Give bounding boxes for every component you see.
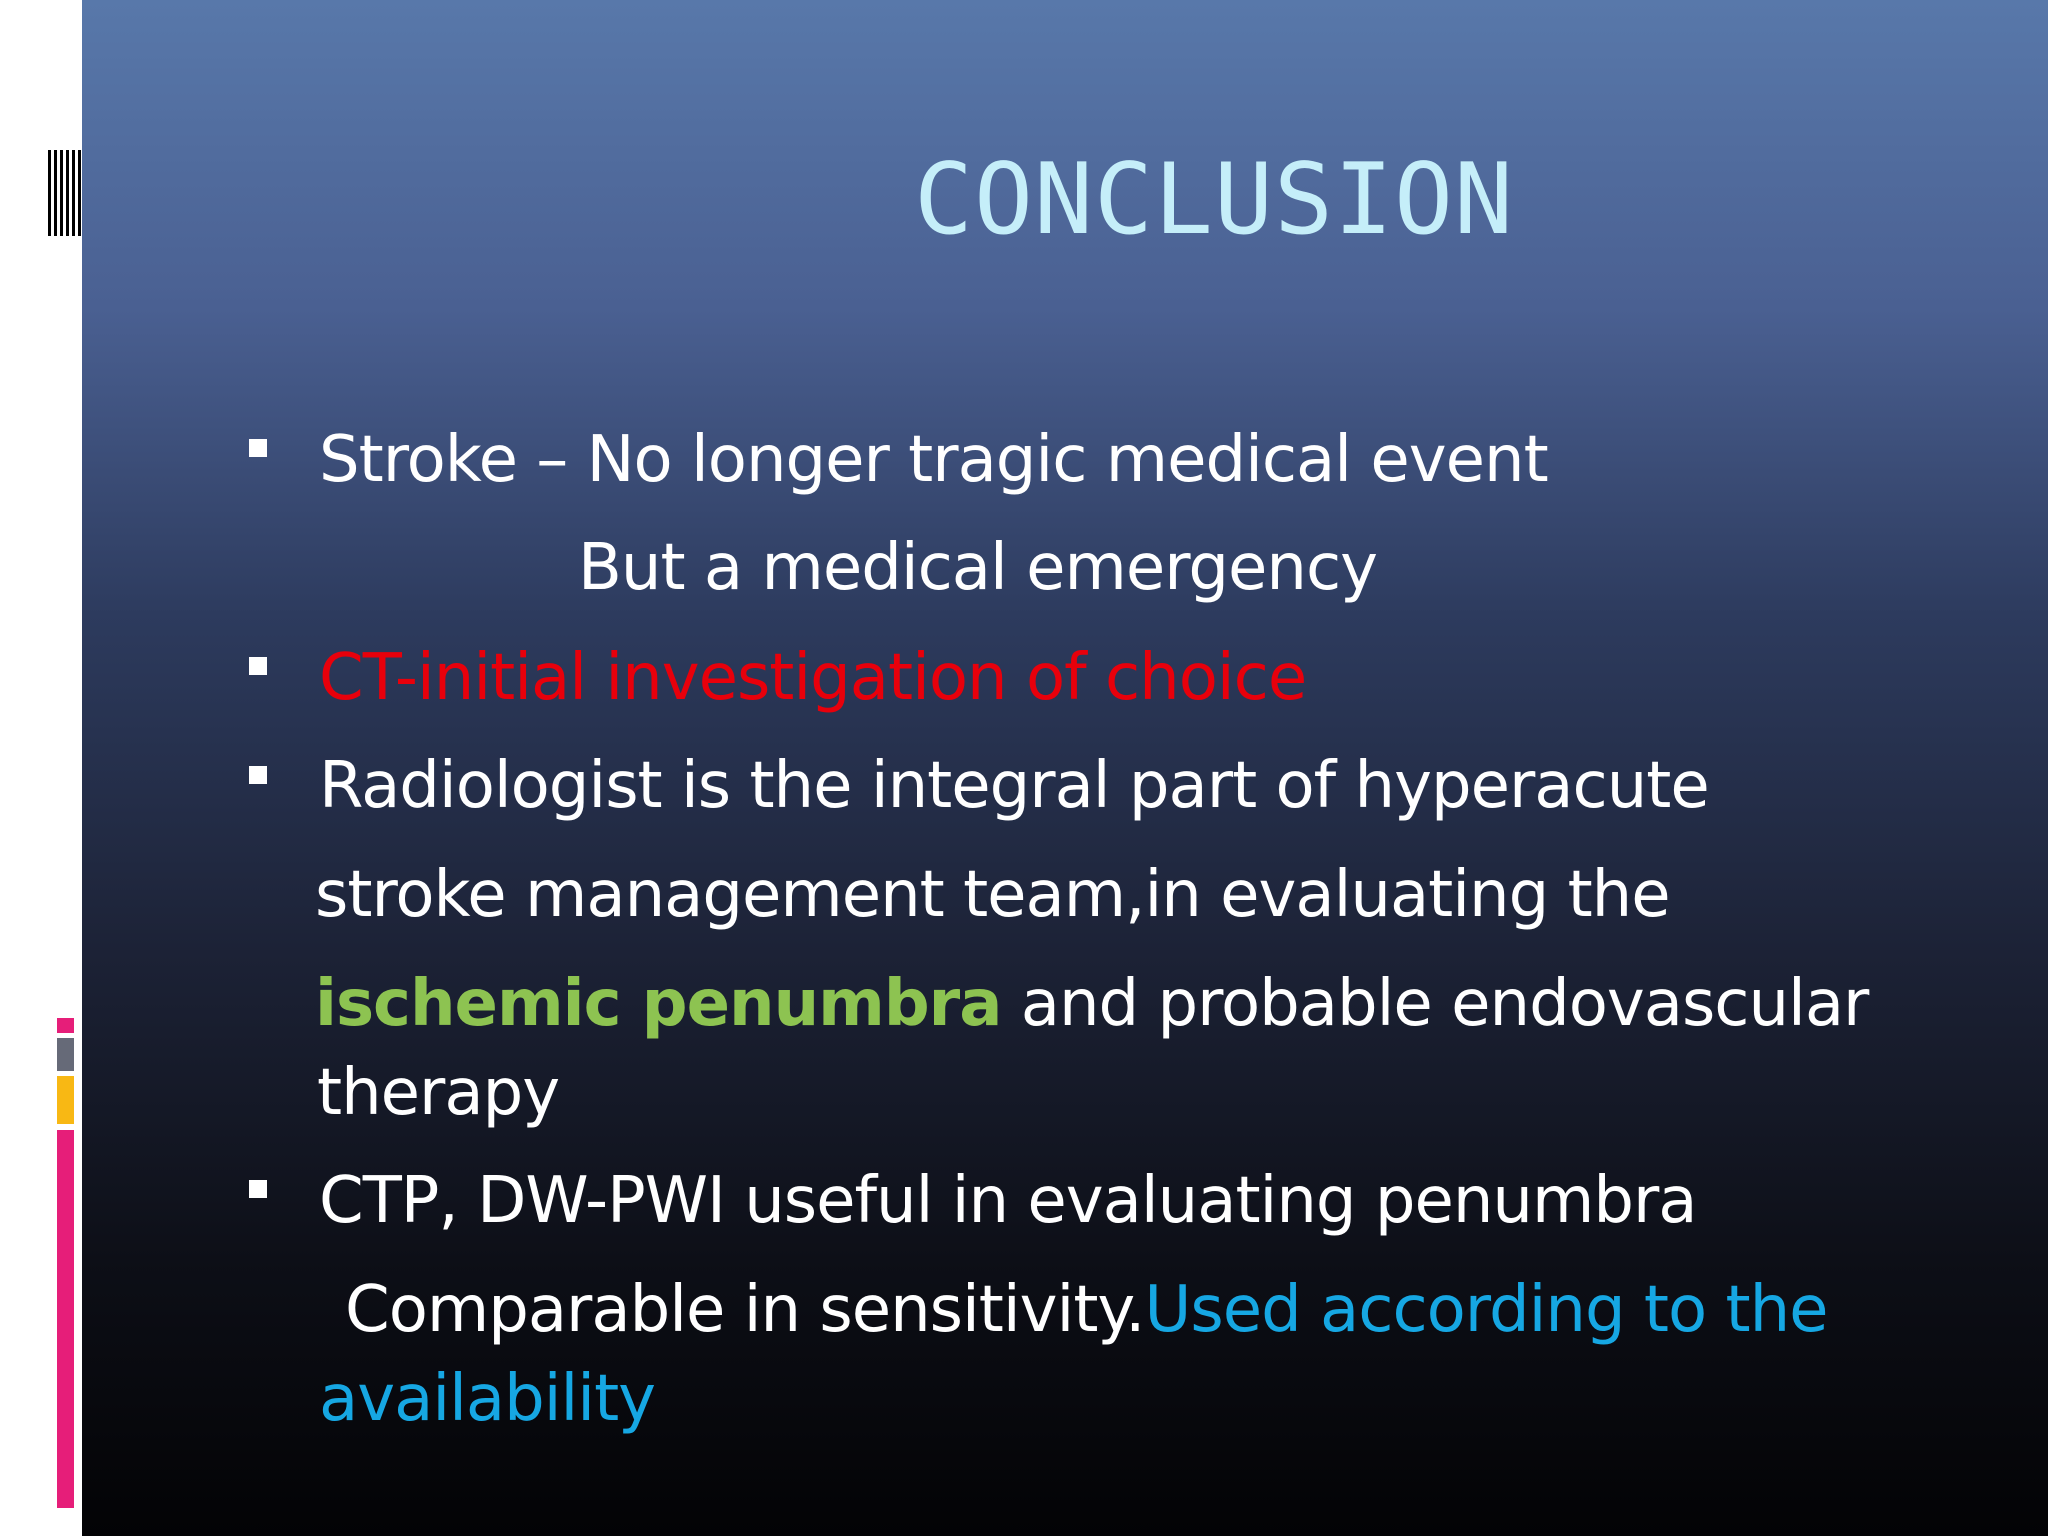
bullet-3-line-4: therapy [317,1056,560,1130]
barcode-stripes-decoration [48,150,82,236]
accent-bar-yellow [57,1076,74,1124]
slide-canvas [82,0,2048,1536]
bullet-3-line-2: stroke management team,in evaluating the [315,858,1670,932]
bullet-1-line-1: Stroke – No longer tragic medical event [319,423,1548,497]
bullet-marker [249,439,267,457]
accent-bar-gray [57,1038,74,1071]
accent-bar-pink [57,1018,74,1033]
left-decoration-strip [0,0,82,1536]
bullet-4-line-2 [345,1273,1828,1347]
bullet-4-line-3: availability [319,1362,656,1436]
accent-bar-pink-long [57,1130,74,1508]
bullet-3-line-1: Radiologist is the integral part of hyperacute [319,749,1709,823]
bullet-3-line-3-rest: and probable endovascular [1001,967,1869,1041]
slide-title: CONCLUSION [914,143,1515,257]
bullet-marker [249,1180,267,1198]
availability-highlight: Used according to the [1144,1273,1828,1347]
bullet-1-line-2: But a medical emergency [578,531,1378,605]
bullet-4-line-1: CTP, DW-PWI useful in evaluating penumbra [319,1164,1697,1238]
bullet-4-line-2-start: Comparable in sensitivity. [345,1273,1145,1347]
bullet-marker [249,766,267,784]
bullet-3-line-3 [315,967,1869,1041]
bullet-marker [249,657,267,675]
bullet-2-line-1: CT-initial investigation of choice [319,641,1307,715]
ischemic-penumbra-highlight: ischemic penumbra [315,967,1002,1041]
